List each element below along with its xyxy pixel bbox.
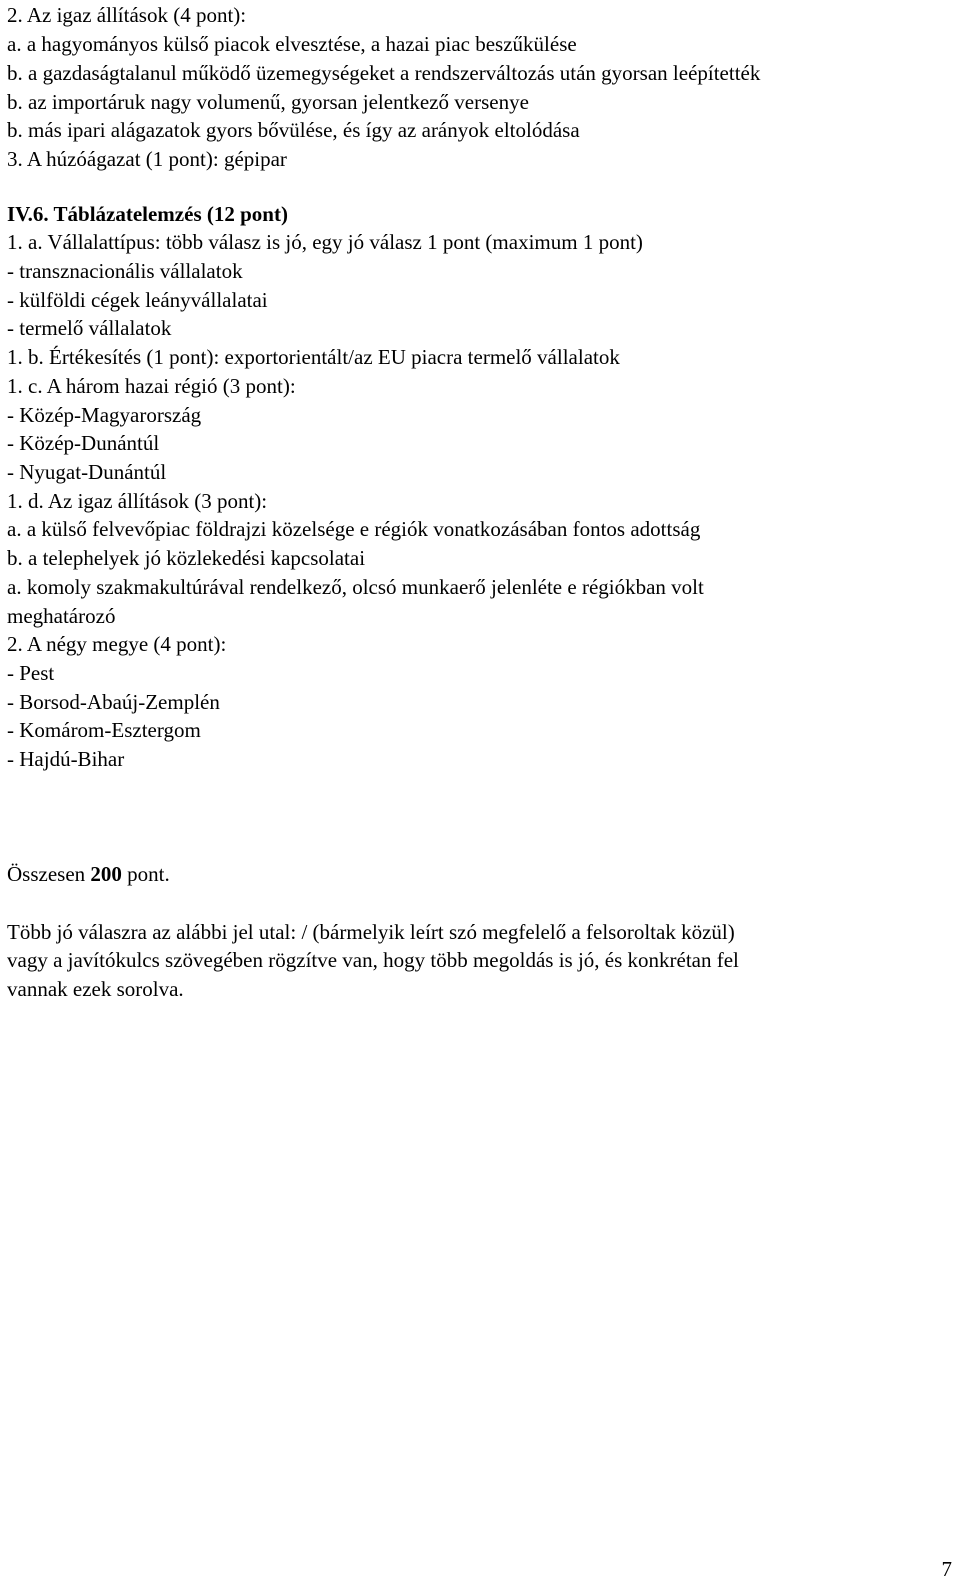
note-line: Több jó válaszra az alábbi jel utal: / (bármelyik leírt szó megfelelő a felsoroltak közül) (7, 920, 735, 944)
text-line: a. a hagyományos külső piacok elvesztése, a hazai piac beszűkülése (7, 32, 577, 56)
note-line: vagy a javítókulcs szövegében rögzítve van, hogy több megoldás is jó, és konkrétan fel (7, 948, 739, 972)
text-line: - Nyugat-Dunántúl (7, 460, 167, 484)
page-number: 7 (941, 1557, 952, 1581)
total-points-value: 200 (90, 862, 122, 886)
text-line: b. a gazdaságtalanul működő üzemegységeket a rendszerváltozás után gyorsan leépítették (7, 61, 761, 85)
total-suffix: pont. (121, 862, 170, 886)
text-line: 1. b. Értékesítés (1 pont): exportorientált/az EU piacra termelő vállalatok (7, 345, 620, 369)
text-line: - Komárom-Esztergom (7, 718, 201, 742)
text-line: - Közép-Dunántúl (7, 431, 160, 455)
text-line: 1. c. A három hazai régió (3 pont): (7, 374, 296, 398)
text-line: a. a külső felvevőpiac földrajzi közelsége e régiók vonatkozásában fontos adottság (7, 517, 701, 541)
section-heading: IV.6. Táblázatelemzés (12 pont) (7, 202, 288, 226)
total-prefix: Összesen (7, 862, 91, 886)
text-line: a. komoly szakmakultúrával rendelkező, olcsó munkaerő jelenléte e régiókban volt (7, 575, 704, 599)
text-line: 3. A húzóágazat (1 pont): gépipar (7, 147, 287, 171)
text-line: - transznacionális vállalatok (7, 259, 243, 283)
text-line: 1. a. Vállalattípus: több válasz is jó, egy jó válasz 1 pont (maximum 1 pont) (7, 230, 643, 254)
text-line: - külföldi cégek leányvállalatai (7, 288, 268, 312)
note-line: vannak ezek sorolva. (7, 977, 184, 1001)
text-line: - Hajdú-Bihar (7, 747, 125, 771)
total-points-line (7, 861, 170, 887)
text-line: 2. A négy megye (4 pont): (7, 632, 227, 656)
text-line: - Közép-Magyarország (7, 403, 202, 427)
text-line: meghatározó (7, 604, 116, 628)
text-line: - Pest (7, 661, 55, 685)
text-line: b. a telephelyek jó közlekedési kapcsolatai (7, 546, 366, 570)
text-line: - termelő vállalatok (7, 316, 172, 340)
text-line: b. az importáruk nagy volumenű, gyorsan jelentkező versenye (7, 90, 529, 114)
text-line: 2. Az igaz állítások (4 pont): (7, 3, 247, 27)
text-line: 1. d. Az igaz állítások (3 pont): (7, 489, 268, 513)
text-line: - Borsod-Abaúj-Zemplén (7, 690, 220, 714)
text-line: b. más ipari alágazatok gyors bővülése, és így az arányok eltolódása (7, 118, 580, 142)
